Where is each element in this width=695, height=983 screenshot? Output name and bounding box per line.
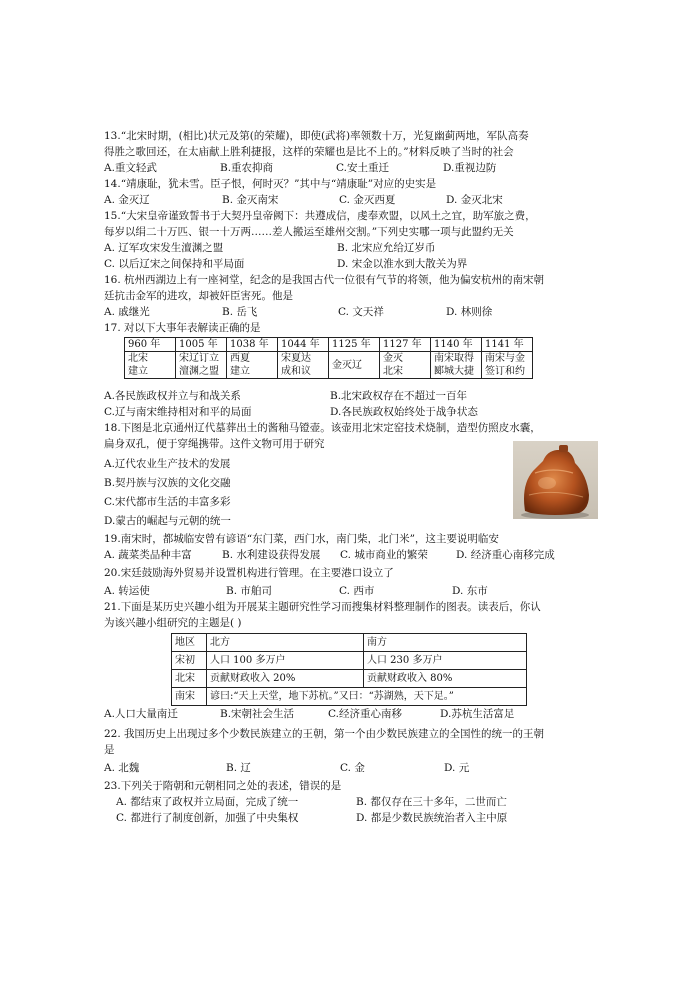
q17-event-text: 宋辽订立: [179, 353, 219, 364]
q21-row-early-song: [172, 652, 527, 670]
q20-option-d: D. 东市: [452, 585, 488, 597]
q13-option-d: D.重视边防: [443, 162, 497, 174]
q16-option-d: D. 林则徐: [446, 306, 493, 318]
q21-cell: 南宋: [172, 688, 207, 706]
q13-stem-line1: 13.“北宋时期，(相比)状元及第(的荣耀)，即使(武将)率领数十万，光复幽蓟两地，军队高奏: [104, 130, 529, 142]
q14-option-c: C. 金灭西夏: [339, 194, 396, 206]
q15-option-b: B. 北宋应允给辽岁币: [337, 242, 436, 254]
q17-event-cell: [227, 352, 278, 379]
q23-option-c: C. 都进行了制度创新，加强了中央集权: [116, 812, 299, 824]
q23-stem: 23.下列关于隋朝和元朝相同之处的表述，错误的是: [104, 780, 342, 792]
q16-option-a: A. 戚继光: [104, 306, 150, 318]
flask-illustration: [513, 441, 598, 519]
q16-option-c: C. 文天祥: [338, 306, 384, 318]
q13-option-c: C.安土重迁: [336, 162, 389, 174]
q18-option-d: D.蒙古的崛起与元朝的统一: [104, 515, 231, 527]
q20-option-a: A. 转运使: [104, 585, 150, 597]
q17-option-d: D.各民族政权始终处于战争状态: [330, 406, 478, 418]
q17-event-text: 金灭: [383, 353, 403, 364]
q21-cell: 谚曰:“天上天堂，地下苏杭。”又曰：“苏湖熟，天下足。”: [207, 688, 527, 706]
q14-stem: 14.“靖康耻，犹未雪。臣子恨，何时灭？”其中与“靖康耻”对应的史实是: [104, 178, 437, 190]
q17-event-cell: [431, 352, 482, 379]
q19-option-c: C. 城市商业的繁荣: [340, 549, 428, 561]
q17-year-cell: 1141 年: [482, 338, 533, 352]
q17-chronology-table: [124, 337, 533, 379]
q13-option-b: B.重农抑商: [220, 162, 274, 174]
q17-event-cell: [125, 352, 176, 379]
q15-stem-line1: 15.“大宋皇帝谨致誓书于大契丹皇帝阙下：共遵成信，虔奉欢盟，以风土之宜，助军旅之费，: [104, 210, 536, 222]
q17-event-cell: [482, 352, 533, 379]
q17-event-text: 成和议: [281, 366, 311, 377]
q13-stem-line2: 得胜之歌回还，在太庙献上胜利捷报，这样的荣耀也是比不上的。”材料反映了当时的社会: [104, 146, 514, 158]
q17-event-text: 建立: [230, 366, 250, 377]
q21-cell: 人口 230 多万户: [364, 652, 527, 670]
q20-option-b: B. 市舶司: [226, 585, 272, 597]
q16-stem-line1: 16. 杭州西湖边上有一座祠堂，纪念的是我国古代一位很有气节的将领，他为偏安杭州的南宋朝: [104, 274, 545, 286]
q17-event-cell: [329, 352, 380, 379]
q17-event-text: 建立: [128, 366, 148, 377]
q19-option-d: D. 经济重心南移完成: [456, 549, 555, 561]
q17-event-text: 澶渊之盟: [179, 366, 219, 377]
q15-stem-line2: 每岁以绢二十万匹、银一十万两……差人搬运至雄州交割。”下列史实哪一项与此盟约无关: [104, 226, 514, 238]
q18-option-a: A.辽代农业生产技术的发展: [104, 458, 231, 470]
q17-year-cell: 1127 年: [380, 338, 431, 352]
q21-option-a: A.人口大量南迁: [104, 708, 178, 720]
q15-option-c: C. 以后辽宋之间保持和平局面: [104, 258, 245, 270]
q21-row-southern-song: [172, 688, 527, 706]
q16-stem-line2: 廷抗击金军的进攻，却被奸臣害死。他是: [104, 290, 293, 302]
q17-event-text: 南宋取得: [434, 353, 474, 364]
q13-option-a: A.重文轻武: [104, 162, 157, 174]
q17-event-cell: [278, 352, 329, 379]
q21-data-table: [171, 633, 527, 706]
q18-stem-line1: 18.下图是北京通州辽代墓葬出土的酱釉马镫壶。该壶用北宋定窑技术烧制，造型仿照皮水囊，: [104, 422, 541, 434]
q17-event-cell: [380, 352, 431, 379]
q21-header-south: 南方: [364, 634, 527, 652]
q17-option-a: A.各民族政权并立与和战关系: [104, 390, 241, 402]
q20-stem: 20.宋廷鼓励海外贸易并设置机构进行管理。在主要港口设立了: [104, 567, 394, 579]
q18-option-c: C.宋代都市生活的丰富多彩: [104, 496, 231, 508]
q17-year-cell: 1125 年: [329, 338, 380, 352]
q21-cell: 北宋: [172, 670, 207, 688]
q17-event-text: 签订和约: [485, 366, 525, 377]
q21-cell: 贡献财政收入 20%: [207, 670, 364, 688]
q23-option-a: A. 都结束了政权并立局面，完成了统一: [116, 796, 299, 808]
q21-cell: 宋初: [172, 652, 207, 670]
q21-option-b: B.宋朝社会生活: [220, 708, 295, 720]
q17-event-text: 西夏: [230, 353, 250, 364]
q22-option-a: A. 北魏: [104, 762, 140, 774]
q22-option-c: C. 金: [340, 762, 365, 774]
q21-row-northern-song: [172, 670, 527, 688]
q17-event-text: 金灭辽: [332, 359, 362, 371]
q17-year-cell: 960 年: [125, 338, 176, 352]
q21-stem-line1: 21.下面是某历史兴趣小组为开展某主题研究性学习而搜集材料整理制作的图表。读表后，你认: [104, 601, 541, 613]
q21-header-row: [172, 634, 527, 652]
q17-option-b: B.北宋政权存在不超过一百年: [330, 390, 468, 402]
q17-year-cell: 1038 年: [227, 338, 278, 352]
q14-option-d: D. 金灭北宋: [446, 194, 503, 206]
q18-stem-line2: 扁身双孔，便于穿绳携带。这件文物可用于研究: [104, 438, 325, 450]
q19-option-a: A. 蔬菜类品种丰富: [104, 549, 192, 561]
q20-option-c: C. 西市: [339, 585, 375, 597]
q15-option-a: A. 辽军攻宋发生澶渊之盟: [104, 242, 224, 254]
q17-stem: 17. 对以下大事年表解读正确的是: [104, 322, 261, 334]
q14-option-b: B. 金灭南宋: [222, 194, 279, 206]
q17-event-cell: [176, 352, 227, 379]
q17-event-row: [125, 352, 533, 379]
q17-year-cell: 1005 年: [176, 338, 227, 352]
q21-stem-line2: 为该兴趣小组研究的主题是( ): [104, 617, 242, 629]
q17-option-c: C.辽与南宋维持相对和平的局面: [104, 406, 252, 418]
q21-cell: 贡献财政收入 80%: [364, 670, 527, 688]
q22-option-d: D. 元: [444, 762, 470, 774]
q21-cell: 人口 100 多万户: [207, 652, 364, 670]
q17-event-text: 宋夏达: [281, 353, 311, 364]
q14-option-a: A. 金灭辽: [104, 194, 150, 206]
q22-option-b: B. 辽: [226, 762, 251, 774]
q22-stem-line1: 22. 我国历史上出现过多个少数民族建立的王朝，第一个由少数民族建立的全国性的统一的王朝: [104, 728, 545, 740]
q17-event-text: 北宋: [128, 353, 148, 364]
q19-option-b: B. 水利建设获得发展: [222, 549, 321, 561]
q21-option-c: C.经济重心南移: [328, 708, 402, 720]
q21-option-d: D.苏杭生活富足: [440, 708, 515, 720]
q17-event-text: 北宋: [383, 366, 403, 377]
q22-stem-line2: 是: [104, 744, 115, 756]
q15-option-d: D. 宋金以淮水到大散关为界: [337, 258, 468, 270]
q17-year-cell: 1140 年: [431, 338, 482, 352]
q17-year-cell: 1044 年: [278, 338, 329, 352]
q19-stem: 19.南宋时，都城临安曾有谚语“东门菜，西门水，南门柴，北门米”，这主要说明临安: [104, 533, 499, 545]
q16-option-b: B. 岳飞: [222, 306, 258, 318]
ceramic-flask-photo: [513, 441, 598, 519]
q18-option-b: B.契丹族与汉族的文化交融: [104, 477, 231, 489]
q17-event-text: 郾城大捷: [434, 366, 474, 377]
q21-header-north: 北方: [207, 634, 364, 652]
q23-option-b: B. 都仅存在三十多年，二世而亡: [356, 796, 507, 808]
q21-header-region: 地区: [172, 634, 207, 652]
q17-event-text: 南宋与金: [485, 353, 525, 364]
q23-option-d: D. 都是少数民族统治者入主中原: [356, 812, 508, 824]
q17-year-row: [125, 338, 533, 352]
